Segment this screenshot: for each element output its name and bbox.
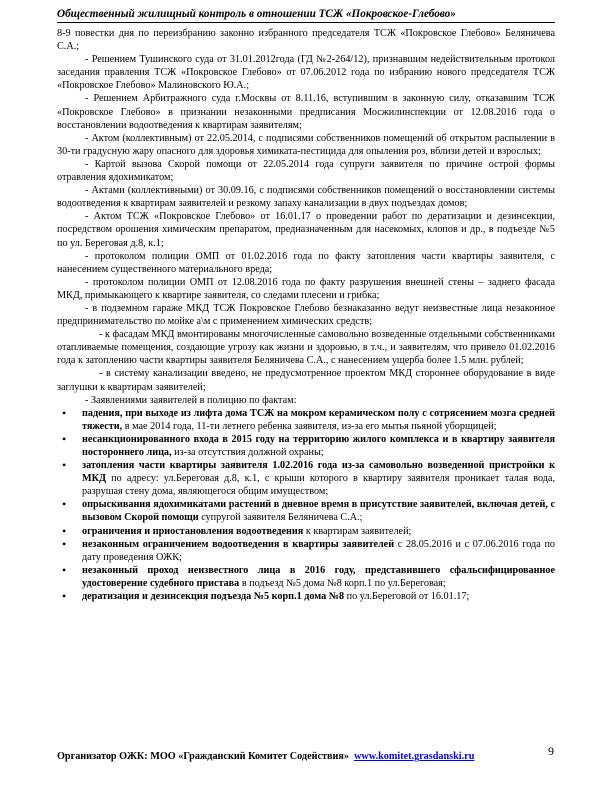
list-item	[57, 459, 555, 498]
list-item	[57, 590, 555, 603]
footer-organizer: Организатор ОЖК: МОО «Гражданский Комитет Содействия»	[57, 751, 349, 762]
page-footer	[57, 751, 474, 762]
list-item	[57, 407, 555, 433]
list-item-bold: несанкционированного входа в 2015 году на территорию жилого комплекса и в квартиру заявителя постороннего лица,	[82, 433, 555, 458]
page-number: 9	[548, 744, 554, 758]
list-item-bold: опрыскивания ядохимикатами растений в дневное время в присутствие заявителей, включая детей, с вызовом Скорой помощи	[82, 499, 555, 524]
list-item	[57, 498, 555, 524]
list-item-bold: незаконным ограничением водоотведения в квартиры заявителей	[82, 538, 395, 550]
paragraph: 8-9 повестки дня по переизбранию законно избранного председателя ТСЖ «Покровское Глебово» Беляничева С.А.;	[57, 28, 555, 53]
paragraph: - в систему канализации введено, не предусмотренное проектом МКД стороннее оборудование в виде заглушки к квартирам заявителей;	[57, 368, 555, 393]
paragraph: - протоколом полиции ОМП от 01.02.2016 года по факту затопления части квартиры заявителя, с нанесением существенного материального вреда;	[57, 250, 555, 275]
list-item	[57, 525, 555, 538]
list-item-text: к квартирам заявителей;	[303, 525, 412, 537]
page-header: Общественный жилищный контроль в отношении ТСЖ «Покровское-Глебово»	[57, 8, 555, 23]
paragraph: - Решением Арбитражного суда г.Москвы от 8.11.16, вступившим в законную силу, отказавшим ТСЖ «Покровское Глебово» в признании незаконными предписания Мосжилинспекции от 12.08.2016 года о восстановлении водоотведения к квартирам заявителям;	[57, 93, 555, 131]
list-item-text: супругой заявителя Беляничева С.А.;	[198, 512, 363, 524]
list-item	[57, 538, 555, 564]
paragraph: - Актами (коллективными) от 30.09.16, с подписями собственников помещений о восстановлении системы водоотведения к квартирам заявителей и резкому запаху канализации в двух подъездах домов;	[57, 185, 555, 210]
list-item-bold: падения, при выходе из лифта дома ТСЖ на мокром керамическом полу с сотрясением мозга средней тяжести,	[82, 407, 555, 432]
paragraph: - Заявлениями заявителей в полицию по фактам:	[85, 394, 297, 406]
list-item-bold: затопления части квартиры заявителя 1.02.2016 года из-за самовольно возведенной пристройки к МКД	[82, 460, 555, 485]
paragraph: - Актом ТСЖ «Покровское Глебово» от 16.01.17 о проведении работ по дератизации и дезинсекции, посредством орошения химическим препаратом, предназначенным для насекомых, клопов и др., в подъезде №5 по ул. Береговая д.8, к.1;	[57, 211, 555, 249]
paragraph: - Решением Тушинского суда от 31.01.2012года (ГД №2-264/12), признавшим недействительным протокол заседания правления ТСЖ «Покровское Глебово» от 07.06.2012 года по избранию нового председателя ТСЖ «Покровское Глебово» Малиновского Ю.А.;	[57, 54, 555, 92]
list-item	[57, 433, 555, 459]
paragraph: - к фасадам МКД вмонтированы многочисленные самовольно возведенные отдельными собственниками отапливаемые помещения, создающие угрозу как жизни и здоровью, в т.ч., и заявителям, что привело 01.02.2016 года к затоплению части квартиры заявителя Беляничева С.А., с нанесением ущерба более 1.5 млн. рублей;	[57, 329, 555, 367]
list-item-text: в мае 2014 года, 11-ти летнего ребенка заявителя, из-за его мытья пьяной уборщицей;	[122, 420, 497, 432]
list-item-text: с 28.05.2016 и с 07.06.2016 года по дату проведения ОЖК;	[82, 538, 555, 563]
list-item-text: в подъезд №5 дома №8 корп.1 по ул.Береговая;	[239, 577, 446, 589]
list-item-text: по ул.Береговой от 16.01.17;	[344, 591, 470, 603]
list-item-bold: незаконный проход неизвестного лица в 2016 году, представившего сфальсифицированное удостоверение судебного пристава	[82, 564, 555, 589]
list-item-text: из-за отсутствия должной охраны;	[171, 447, 324, 458]
list-item-text: по адресу: ул.Береговая д.8, к.1, с крыши которого в квартиру заявителя проникает талая вода, разрушая стену дома, являющегося общим имуществом;	[82, 473, 555, 498]
paragraph: - Картой вызова Скорой помощи от 22.05.2014 года супруги заявителя по причине острой формы отравления ядохимикатом;	[57, 158, 555, 184]
paragraph: - в подземном гараже МКД ТСЖ Покровское Глебово безнаказанно ведут неизвестные лица незаконное предпринимательство по мойке а\м с применением химических средств;	[57, 302, 555, 328]
paragraph: - Актом (коллективным) от 22.05.2014, с подписями собственников помещений об открытом распылении в 30-ти градусную жару опасного для здоровья химиката-пестицида для опыления роз, вблизи детей и взрослых;	[57, 132, 555, 157]
list-item-bold: дератизация и дезинсекция подъезда №5 корп.1 дома №8	[82, 591, 345, 603]
document-body	[57, 27, 555, 603]
list-item	[57, 564, 555, 590]
facts-list	[57, 407, 555, 603]
paragraph: - протоколом полиции ОМП от 12.08.2016 года по факту разрушения внешней стены – заднего фасада МКД, примыкающего к квартире заявителя, со следами плесени и грибка;	[57, 276, 555, 301]
list-item-bold: ограничения и приостановления водоотведения	[82, 525, 304, 537]
footer-link[interactable]: www.komitet.grasdanski.ru	[354, 751, 475, 762]
